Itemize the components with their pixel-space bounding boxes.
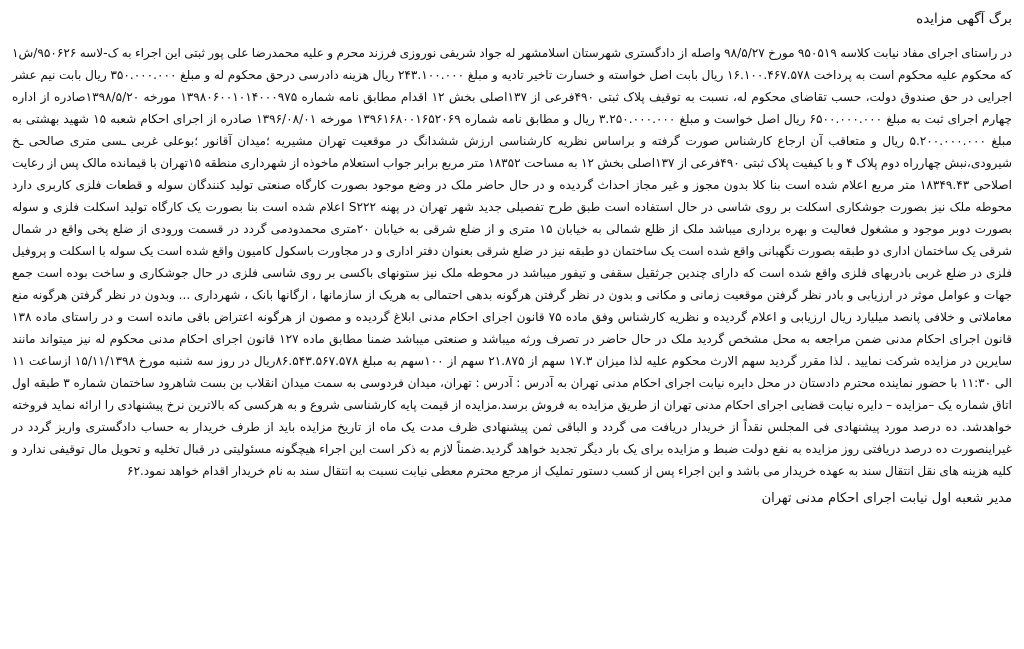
notice-body: در راستای اجرای مفاد نیابت کلاسه ۹۵۰۵۱۹ مورخ ۹۸/۵/۲۷ واصله از دادگستری شهرستان اسلامشهر له جواد شریفی نوروزی فرزند محرم و علیه محمدرضا علی پور ثبتی این اجراء به ک-لاسه ۹۵۰۶۲۶/ش۱ که محکوم علیه محکوم است به پرداخت ۱۶.۱۰۰.۴۶۷.۵۷۸ ریال بابت اصل خواسته و خسارت تاخیر تادیه و مبلغ ۲۴۳.۱۰۰.۰۰۰ ریال هزینه دادرسی درحق محکوم له و مبلغ ۳۵۰.۰۰۰.۰۰۰ ریال بابت نیم عشر اجرایی در حق صندوق دولت، حسب تقاضای محکوم له، نسبت به توقیف پلاک ثبتی ۴۹۰فرعی از ۱۳۷اصلی بخش ۱۲ اقدام مطابق نامه شماره ۱۳۹۸۰۶۰۰۱۰۱۴۰۰۰۹۷۵ مورخه ۱۳۹۸/۵/۲۰صادره از اداره چهارم اجرای ثبت به مبلغ ۶۵۰۰.۰۰۰.۰۰۰ ریال اصل خواست و مبلغ ۳.۲۵۰.۰۰۰.۰۰۰ ریال و مطابق نامه شماره ۱۳۹۶۱۶۸۰۰۱۶۵۲۰۶۹ مورخه ۱۳۹۶/۰۸/۰۱ صادره از اجرای احکام شعبه ۱۵ شهید بهشتی به مبلغ ۵.۲۰۰.۰۰۰.۰۰۰ ریال و متعاقب آن ارجاع کارشناس صورت گرفته و براساس نظریه کارشناسی ارزش ششدانگ در موقعیت تهران مشیریه ؛میدان آقانور ؛بوعلی غربی ـسی متری صالحی ـخ شیرودی،نبش چهارراه دوم پلاک ۴ و با کیفیت پلاک ثبتی ۴۹۰فرعی از ۱۳۷اصلی بخش ۱۲ به مساحت ۱۸۳۵۲ متر مربع برابر جواب استعلام ماخوذه از شهرداری منطقه ۱۵تهران با قیمانده مالک پس از رعایت اصلاحی ۱۸۳۴۹.۴۳ متر مربع اعلام شده است بنا کلا بدون مجوز و غیر مجاز احداث گردیده و در حال حاضر ملک در وضع موجود بصورت کارگاه صنعتی تولید کنندگان سوله و قطعات فلزی کاربری دارد محوطه ملک نیز بصورت جوشکاری اسکلت بر روی شاسی در حال استفاده است طبق طرح تفصیلی جدید شهر تهران در پهنه S۲۲۲ اعلام شده است بنا بصورت یک کارگاه تولید اسکلت فلزی و سوله بصورت دوبر موجود و مشغول فعالیت و بهره برداری میباشد ملک از ظلع شمالی به خیابان ۱۵ متری و از ضلع شرقی به خیابان ۲۰متری محمدودمی گردد در قسمت ورودی از ضلع پخی واقع در شمال شرقی یک ساختمان اداری دو طبقه بصورت نگهبانی واقع شده است یک ساختمان دو طبقه نیز در ضلع شرقی بعنوان دفتر اداری و در مجاورت باسکول کامیون واقع شده است یک سوله با اسکلت و پروفیل فلزی در ضلع غربی بادربهای فلزی واقع شده است که دارای چندین جرثقیل سقفی و تیفور میباشد در محوطه ملک نیز ستونهای باکسی بر روی شاسی فلزی در حال جوشکاری و ساخت بوده است جمع جهات و عوامل موثر در ارزیابی و بادر نظر گرفتن موقعیت زمانی و مکانی و بدون در نظر گرفتن هرگونه بدهی احتمالی به هریک از سازمانها ، ارگانها بانک ، شهرداری ... وبدون در نظر گرفتن هرگونه منع معاملاتی و خلافی پانصد میلیارد ریال ارزیابی و اعلام گردیده و نظریه کارشناس وفق ماده ۷۵ قانون اجرای احکام مدنی ابلاغ گردیده و مصون از هرگونه اعتراض باقی مانده است و در راستای ماده ۱۳۸ قانون اجرای احکام مدنی ضمن مراجعه به محل مشخص گردید ملک در حال حاضر در تصرف ورثه میباشد و صنعتی میباشد ضمنا مطابق ماده ۱۲۷ قانون اجرای احکام مدنی محکوم له نیز میتواند مانند سایرین در مزایده شرکت نمایید . لذا مقرر گردید سهم الارث محکوم علیه لذا میزان ۱۷.۳ سهم از ۲۱.۸۷۵ سهم از ۱۰۰سهم به مبلغ ۸۶.۵۴۳.۵۶۷.۵۷۸ریال در روز سه شنبه مورخ ۱۵/۱۱/۱۳۹۸ ازساعت ۱۱ الی ۱۱:۳۰ با حضور نماینده محترم دادستان در محل دایره نیابت اجرای احکام مدنی تهران به آدرس : آدرس : تهران، میدان فردوسی به سمت میدان انقلاب بن بست شاهرود ساختمان شماره ۳ طبقه اول اتاق شماره یک –مزایده – دایره نیابت قضایی اجرای احکام مدنی تهران از طریق مزایده به فروش برسد.مزایده از قیمت پایه کارشناسی شروع و به هرکسی که بالاترین نرخ پیشنهادی را ارائه نماید فروخته خواهدشد. ده درصد مورد پیشنهادی فی المجلس نقداً از خریدار دریافت می گردد و الباقی ثمن پیشنهادی ظرف مدت یک ماه از تاریخ مزایده باید از طرف خریدار به حساب دادگستری واریز گردد در غیراینصورت ده درصد دریافتی روز مزایده به نفع دولت ضبط و مزایده برای یک بار دیگر تجدید خواهد گردید.ضمناً لازم به ذکر است این اجراء هیچگونه مسئولیتی در قبال تخلیه و تحویل مال توقیفی ندارد و کلیه هزینه های نقل انتقال سند به عهده خریدار می باشد و این اجراء پس از کسب دستور تملیک از مرجع محترم معطی نیابت نسبت به انتقال سند به نام خریدار اقدام خواهد نمود.۶۲ <box>12 46 1013 478</box>
notice-title: برگ آگهی مزایده <box>916 11 1012 27</box>
auction-notice <box>12 8 1012 643</box>
notice-signature: مدیر شعبه اول نیابت اجرای احکام مدنی تهران <box>761 491 1012 506</box>
